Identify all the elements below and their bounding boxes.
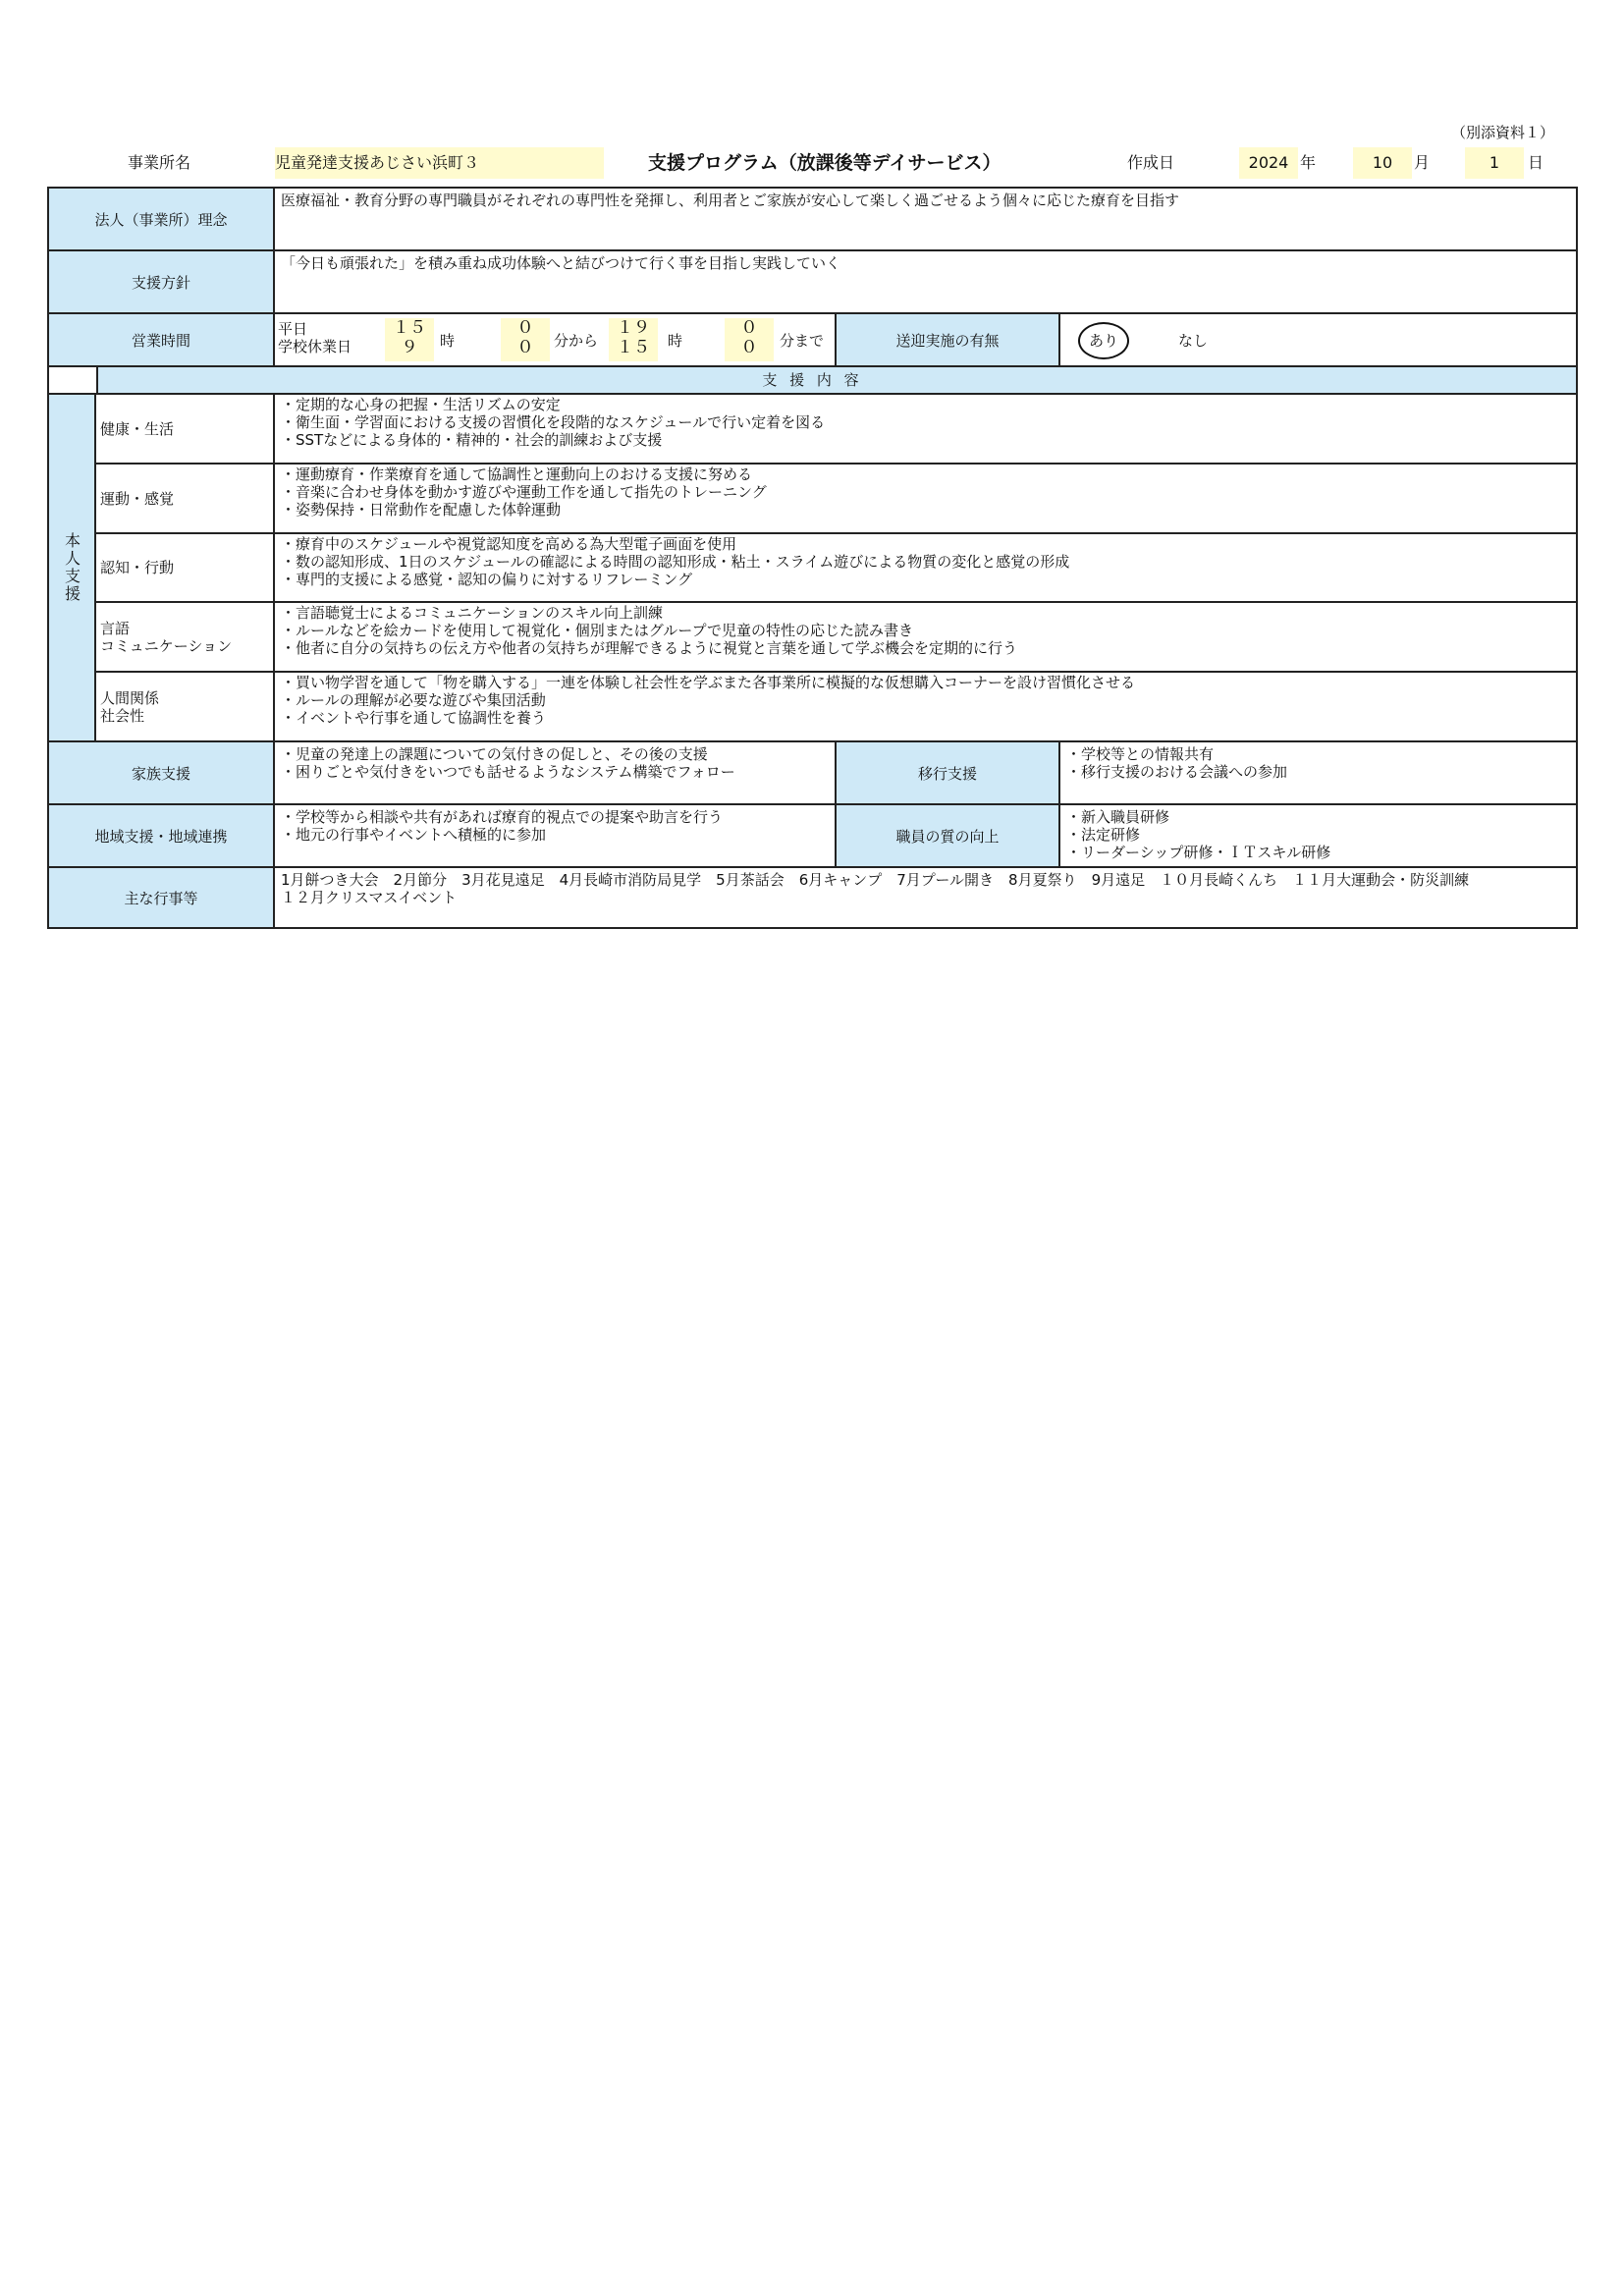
self-support-category (94, 532, 275, 603)
transport-options (1058, 312, 1578, 367)
support-content-header: 支 援 内 容 (762, 371, 863, 389)
holiday-label: 学校休業日 (278, 338, 352, 355)
self-support-category-name: 運動・感覚 (100, 489, 175, 508)
self-support-content (273, 393, 1578, 465)
end-hour-holiday: １５ (617, 338, 650, 357)
self-support-line: ・音楽に合わせ身体を動かす遊びや運動工作を通して指先のトレーニング (281, 483, 767, 501)
start-hour (385, 318, 434, 361)
from-text: 分から (554, 332, 599, 350)
community-support-text (273, 803, 837, 868)
events-line-1: 1月餅つき大会 2月節分 3月花見遠足 4月長崎市消防局見学 5月茶話会 6月キャンプ 7月プール開き 8月夏祭り 9月遠足 １０月長崎くんち １１月大運動会・防災訓練 (281, 871, 1470, 889)
self-support-category (94, 393, 275, 465)
policy-text: 「今日も頑張れた」を積み重ね成功体験へと結びつけて行く事を目指し実践していく (273, 249, 1578, 314)
policy-label: 支援方針 (47, 249, 275, 314)
support-content-header-row (47, 365, 1578, 395)
year-unit: 年 (1300, 153, 1317, 172)
self-support-label (47, 393, 96, 742)
hour-unit-1: 時 (440, 332, 456, 350)
transition-line-2: ・移行支援のおける会議への参加 (1066, 763, 1288, 781)
transport-label: 送迎実施の有無 (835, 312, 1060, 367)
self-support-line: ・姿勢保持・日常動作を配慮した体幹運動 (281, 501, 562, 519)
hours-block (273, 312, 837, 367)
end-minute (725, 318, 774, 361)
self-support-line: ・他者に自分の気持ちの伝え方や他者の気持ちが理解できるように視覚と言葉を通して学ぶ機会を定期的に行う (281, 639, 1018, 657)
family-line-1: ・児童の発達上の課題についての気付きの促しと、その後の支援 (281, 745, 708, 763)
created-year: 2024 (1239, 147, 1298, 179)
transport-yes-circled: あり (1078, 322, 1129, 359)
end-hour (609, 318, 658, 361)
start-hour-weekday: １５ (393, 318, 426, 338)
community-line-2: ・地元の行事やイベントへ積極的に参加 (281, 826, 547, 844)
events-line-2: １２月クリスマスイベント (281, 889, 458, 906)
created-day: 1 (1465, 147, 1524, 179)
philosophy-text: 医療福祉・教育分野の専門職員がそれぞれの専門性を発揮し、利用者とご家族が安心して楽しく過ごせるよう個々に応じた療育を目指す (273, 187, 1578, 251)
self-support-label-text: 本人支援 (62, 532, 81, 603)
self-support-content (273, 601, 1578, 673)
community-line-1: ・学校等から相談や共有があれば療育的視点での提案や助言を行う (281, 808, 724, 826)
self-support-line: ・衛生面・学習面における支援の習慣化を段階的なスケジュールで行い定着を図る (281, 413, 826, 431)
self-support-category (94, 463, 275, 534)
self-support-content (273, 532, 1578, 603)
until-text: 分まで (780, 332, 825, 350)
self-support-category (94, 671, 275, 742)
self-support-category-name: 人間関係 社会性 (100, 688, 160, 725)
self-support-line: ・数の認知形成、1日のスケジュールの確認による時間の認知形成・粘土・スライム遊びによる物質の変化と感覚の形成 (281, 553, 1070, 571)
family-line-2: ・困りごとや気付きをいつでも話せるようなシステム構築でフォロー (281, 763, 735, 781)
staff-line-2: ・法定研修 (1066, 826, 1141, 844)
self-support-category-name: 言語 コミュニケーション (100, 619, 233, 655)
family-support-label: 家族支援 (47, 740, 275, 805)
self-support-line: ・運動療育・作業療育を通して協調性と運動向上のおける支援に努める (281, 465, 753, 483)
created-month: 10 (1353, 147, 1412, 179)
page-title: 支援プログラム（放課後等デイサービス） (648, 152, 1001, 174)
transition-line-1: ・学校等との情報共有 (1066, 745, 1215, 763)
transition-support-text (1058, 740, 1578, 805)
month-unit: 月 (1414, 153, 1431, 172)
transition-support-label: 移行支援 (835, 740, 1060, 805)
staff-quality-label: 職員の質の向上 (835, 803, 1060, 868)
self-support-line: ・イベントや行事を通して協調性を養う (281, 709, 547, 727)
staff-quality-text (1058, 803, 1578, 868)
self-support-line: ・専門的支援による感覚・認知の偏りに対するリフレーミング (281, 571, 693, 588)
self-support-category-name: 健康・生活 (100, 419, 175, 438)
self-support-category-name: 認知・行動 (100, 559, 175, 576)
hour-unit-2: 時 (668, 332, 683, 350)
events-text (273, 866, 1578, 929)
start-min-holiday: ０ (516, 338, 534, 357)
end-min-holiday: ０ (740, 338, 758, 357)
hours-day-labels (278, 320, 352, 355)
self-support-line: ・定期的な心身の把握・生活リズムの安定 (281, 396, 561, 413)
family-support-text (273, 740, 837, 805)
start-min-weekday: ０ (516, 318, 534, 338)
events-label: 主な行事等 (47, 866, 275, 929)
self-support-line: ・療育中のスケジュールや視覚認知度を高める為大型電子画面を使用 (281, 535, 737, 553)
weekday-label: 平日 (278, 320, 308, 338)
day-unit: 日 (1528, 153, 1544, 172)
hours-label: 営業時間 (47, 312, 275, 367)
office-label: 事業所名 (128, 153, 191, 172)
start-minute (501, 318, 550, 361)
start-hour-holiday: ９ (401, 338, 418, 357)
philosophy-label: 法人（事業所）理念 (47, 187, 275, 251)
community-support-label: 地域支援・地域連携 (47, 803, 275, 868)
end-hour-weekday: １９ (617, 318, 650, 338)
self-support-content (273, 463, 1578, 534)
self-support-category (94, 601, 275, 673)
self-support-content (273, 671, 1578, 742)
created-label: 作成日 (1127, 153, 1175, 172)
attachment-note: （別添資料１） (1451, 124, 1555, 141)
office-name: 児童発達支援あじさい浜町３ (275, 147, 604, 179)
self-support-line: ・SSTなどによる身体的・精神的・社会的訓練および支援 (281, 431, 663, 449)
staff-line-3: ・リーダーシップ研修・ＩＴスキル研修 (1066, 844, 1331, 861)
self-support-line: ・言語聴覚士によるコミュニケーションのスキル向上訓練 (281, 604, 663, 622)
transport-no: なし (1178, 332, 1209, 350)
self-support-line: ・買い物学習を通して「物を購入する」一連を体験し社会性を学ぶまた各事業所に模擬的な仮想購入コーナーを設け習慣化させる (281, 674, 1136, 691)
end-min-weekday: ０ (740, 318, 758, 338)
self-support-line: ・ルールの理解が必要な遊びや集団活動 (281, 691, 546, 709)
staff-line-1: ・新入職員研修 (1066, 808, 1170, 826)
self-support-line: ・ルールなどを絵カードを使用して視覚化・個別またはグループで児童の特性の応じた読み書き (281, 622, 913, 639)
